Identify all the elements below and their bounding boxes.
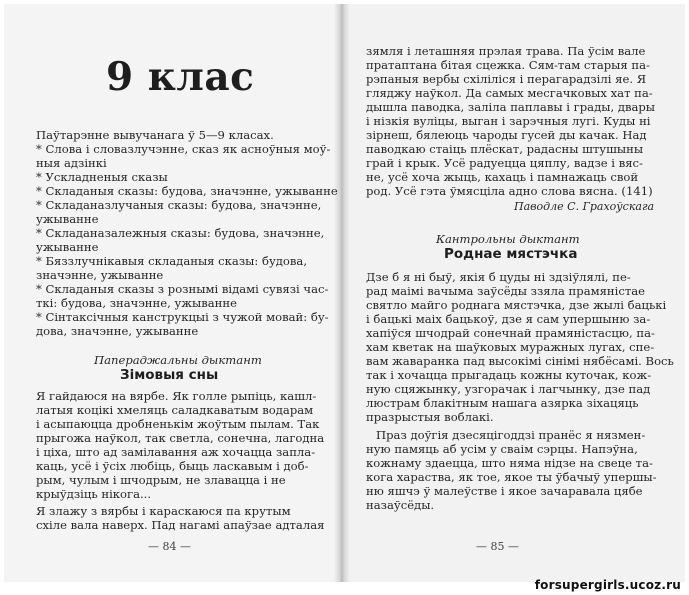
- text-line: паводкаю стаіць плёскат, радасны штушыны: [366, 142, 644, 156]
- text-line: люстрам блакітным нашага азярка зіхацяць: [366, 396, 639, 410]
- page-number-left: — 84 —: [148, 540, 191, 553]
- text-line: ню яшчэ ў малеўстве і якое зачаравала цябе: [366, 484, 643, 498]
- book-spread: [4, 4, 685, 582]
- text-line: ную сцяжынку, узгорачак і лагчынку, дзе пад: [366, 382, 651, 396]
- text-line: Я гайдаюся на вярбе. Як голле рыпіць, кашл-: [36, 389, 317, 403]
- intro-line: * Ускладненыя сказы: [36, 170, 168, 184]
- intro-line: ужыванне: [36, 212, 99, 226]
- intro-line: * Бяззлучнікавыя складаныя сказы: будова,: [36, 254, 308, 268]
- text-line: схіле вала наверх. Пад нагамі апаўзае адталая: [36, 518, 325, 532]
- text-line: Дзе б я ні быў, якія б цуды ні здзіўлялі, пе-: [366, 270, 631, 284]
- intro-line: * Складаназлучаныя сказы: будова, значэнне,: [36, 198, 322, 212]
- intro-line: дова, значэнне, ужыванне: [36, 324, 199, 338]
- intro-line: значэнне, ужыванне: [36, 268, 164, 282]
- intro-line: ныя адзінкі: [36, 156, 107, 170]
- text-line: латыя коцікі хмеляць саладкаватым водарам: [36, 403, 314, 417]
- text-line: крыўдзіць нікога...: [36, 487, 152, 501]
- book-gutter: [334, 4, 350, 582]
- intro-line: * Слова і словазлучэнне, сказ як асноўныя моў-: [36, 142, 331, 156]
- dictation-type: Папераджальны дыктант: [94, 353, 262, 367]
- text-line: рэпаныя вербы схіліліся і перагарадзілі яе. Я: [366, 72, 647, 86]
- text-line: род. Усё гэта ўмясціла адно слова вясна. (141): [366, 184, 653, 198]
- text-line: рад маімі вачыма заўсёды ззяла прамяністае: [366, 284, 646, 298]
- text-line: Я злажу з вярбы і караскаюся па крутым: [36, 504, 291, 518]
- intro-line: ужыванне: [36, 240, 99, 254]
- text-line: кога хараства, як тое, якое ты ўбачыў упершы-: [366, 470, 657, 484]
- page-number-right: — 85 —: [476, 540, 519, 553]
- text-line: прыгожа наўкол, так светла, сонечна, лагодна: [36, 431, 325, 445]
- intro-line: * Сінтаксічныя канструкцыі з чужой мовай: бу-: [36, 310, 329, 324]
- text-line: і нізкія вуліцы, выган і зарэчныя лугі. Куды ні: [366, 114, 651, 128]
- text-line: і асыпаюцца дробненькім жоўтым пылам. Так: [36, 417, 320, 431]
- text-line: хапіўся шчодрай сонечнай прамяністасцю, па-: [366, 326, 655, 340]
- text-line: каць, усё і ўсіх любіць, быць ласкавым і доб-: [36, 459, 309, 473]
- text-line: вам жаваранка пад высокімі сінімі нябёсамі. Вось: [366, 354, 674, 368]
- dictation-title: Роднае мястэчка: [444, 246, 578, 262]
- text-line: гляджу наўкол. Да самых месгачковых хат па-: [366, 86, 653, 100]
- text-line: зямля і леташняя прэлая трава. Па ўсім вале: [366, 44, 646, 58]
- text-line: святло майго роднага мястэчка, дзе жылі бацькі: [366, 298, 667, 312]
- text-line: кожнаму здаецца, што няма нідзе на свеце та-: [366, 456, 653, 470]
- text-line: грай і крык. Усё радуецца цяплу, вадзе і вяс-: [366, 156, 643, 170]
- dictation-title: Зімовыя сны: [120, 367, 219, 383]
- intro-line: * Складаныя сказы: будова, значэнне, ужыванне: [36, 184, 338, 198]
- text-line: і ціха, што ад замілавання аж хочацца запла-: [36, 445, 316, 459]
- intro-line: ткі: будова, значэнне, ужыванне: [36, 296, 237, 310]
- text-line: зірнеш, бялеюць чароды гусей ды качак. Над: [366, 128, 647, 142]
- intro-line: * Складаныя сказы з рознымі відамі сувязі час-: [36, 282, 329, 296]
- text-line: празрыстыя воблакі.: [366, 410, 494, 424]
- text-line: рым, чулым і шчодрым, не злавацца і не: [36, 473, 286, 487]
- text-line: дышла паводка, заліла паплавы і грады, двары: [366, 100, 656, 114]
- text-line: назаўсёды.: [366, 498, 435, 512]
- text-line: ную памяць аб усім у сваім сэрцы. Напэўна,: [366, 442, 638, 456]
- text-line: і бацькі маіх бацькоў, дзе я сам упершыню за-: [366, 312, 651, 326]
- text-line: не, усё хоча жыць, кахаць і памнажаць свой: [366, 170, 639, 184]
- text-line: хам кветак на шаўковых муражных лугах, спе-: [366, 340, 655, 354]
- watermark: forsupergirls.ucoz.ru: [534, 578, 681, 592]
- intro-line: Паўтарэнне вывучанага ў 5—9 класах.: [36, 128, 274, 142]
- source-attribution: Паводле С. Грахоўскага: [514, 200, 655, 213]
- text-line: так і хочацца прыгадаць кожны куточак, кож-: [366, 368, 652, 382]
- text-line: Праз доўгія дзесяцігоддзі пранёс я нязмен-: [376, 428, 646, 442]
- grade-heading: 9 клас: [106, 54, 255, 100]
- dictation-type: Кантрольны дыктант: [436, 232, 580, 246]
- intro-line: * Складаназалежныя сказы: будова, значэнне,: [36, 226, 325, 240]
- text-line: пратаптана бітая сцежка. Сям-там старыя па-: [366, 58, 650, 72]
